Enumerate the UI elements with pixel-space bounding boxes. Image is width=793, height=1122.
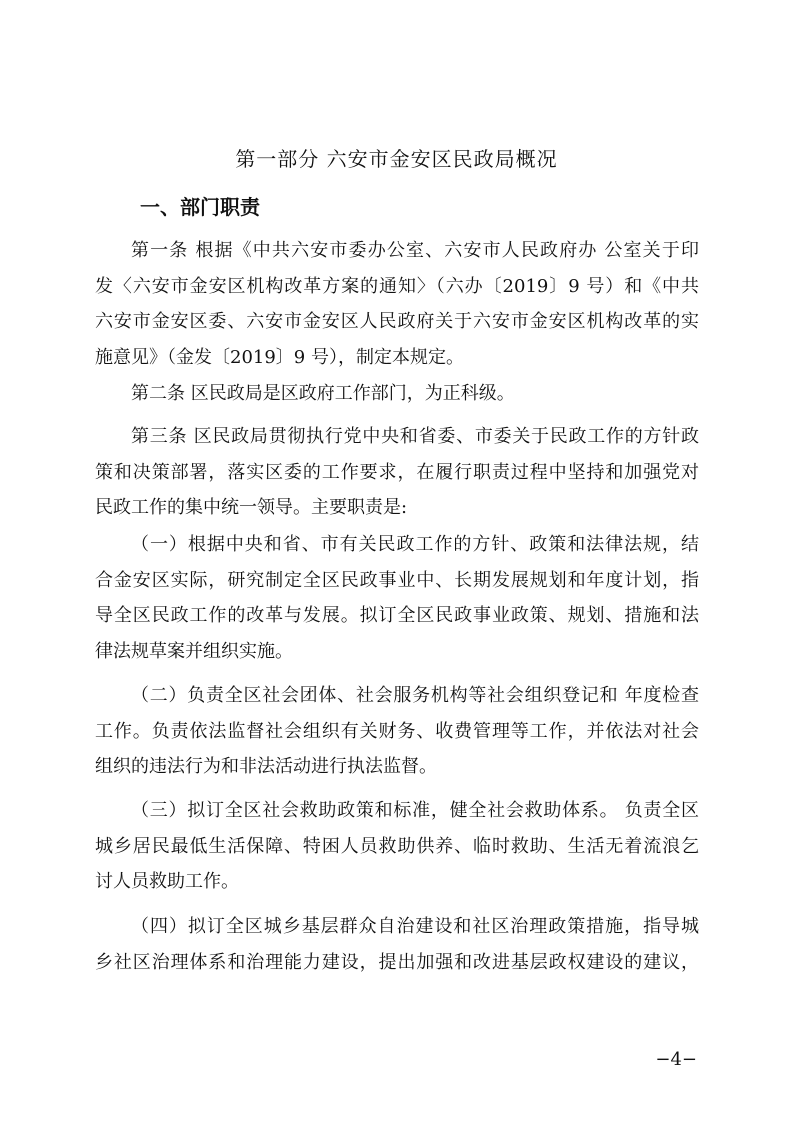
document-title: 第一部分 六安市金安区民政局概况: [235, 147, 558, 171]
text-line: 六安市金安区委、六安市金安区人民政府关于六安市金安区机构改革的实: [95, 311, 699, 333]
text-line: 讨人员救助工作。: [95, 871, 239, 893]
paragraph-article-1: [95, 233, 699, 375]
text-line: 律法规草案并组织实施。: [95, 640, 293, 662]
text-line: 第二条 区民政局是区政府工作部门，为正科级。: [131, 383, 515, 404]
text-line: 民政工作的集中统一领导。主要职责是:: [95, 497, 408, 519]
paragraph-item-1: [95, 527, 699, 669]
text-line: （三）拟订全区社会救助政策和标准，健全社会救助体系。 负责全区: [131, 800, 699, 821]
page-number: −4−: [655, 1049, 697, 1070]
paragraph-item-2: [95, 678, 699, 785]
text-line: 策和决策部署，落实区委的工作要求，在履行职责过程中坚持和加强党对: [95, 461, 699, 483]
text-line: 发〈六安市金安区机构改革方案的通知〉（六办〔2019〕9 号）和《中共: [95, 275, 699, 297]
text-line: 合金安区实际，研究制定全区民政事业中、长期发展规划和年度计划，指: [95, 569, 699, 591]
section-heading: 一、部门职责: [140, 195, 260, 219]
text-line: 工作。负责依法监督社会组织有关财务、收费管理等工作，并依法对社会: [95, 720, 699, 742]
text-line: （一）根据中央和省、市有关民政工作的方针、政策和法律法规，结: [131, 534, 699, 555]
text-line: 组织的违法行为和非法活动进行执法监督。: [95, 756, 437, 778]
text-line: 第一条 根据《中共六安市委办公室、六安市人民政府办 公室关于印: [131, 240, 699, 261]
text-line: 城乡居民最低生活保障、特困人员救助供养、临时救助、生活无着流浪乞: [95, 835, 699, 857]
text-line: 导全区民政工作的改革与发展。拟订全区民政事业政策、规划、措施和法: [95, 605, 699, 627]
text-line: 施意见》（金发〔2019〕9 号），制定本规定。: [95, 346, 464, 368]
paragraph-article-2: [95, 376, 699, 412]
paragraph-item-3: [95, 793, 699, 900]
text-line: （四）拟订全区城乡基层群众自治建设和社区治理政策措施，指导城: [131, 916, 699, 937]
paragraph-item-4: [95, 909, 699, 980]
text-line: 乡社区治理体系和治理能力建设，提出加强和改进基层政权建设的建议，: [95, 951, 699, 973]
text-line: （二）负责全区社会团体、社会服务机构等社会组织登记和 年度检查: [131, 685, 699, 706]
paragraph-article-3: [95, 419, 699, 526]
text-line: 第三条 区民政局贯彻执行党中央和省委、市委关于民政工作的方针政: [131, 426, 699, 447]
